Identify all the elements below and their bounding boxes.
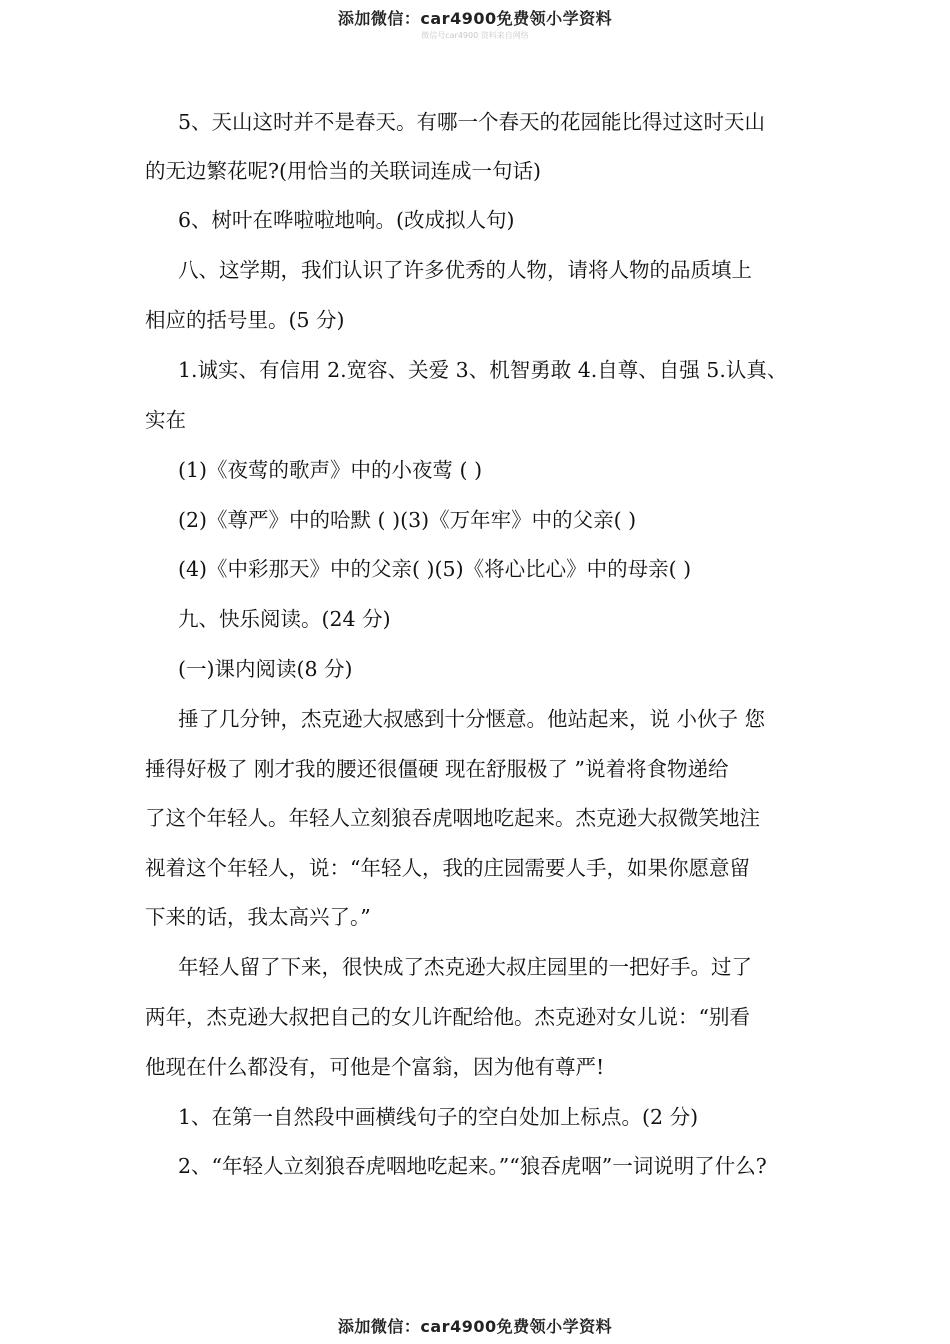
- passage-para-1-line-3: 了这个年轻人。年轻人立刻狼吞虎咽地吃起来。杰克逊大叔微笑地注: [145, 806, 760, 830]
- question-6: 6、树叶在哗啦啦地响。(改成拟人句): [178, 208, 515, 232]
- reading-question-1: 1、在第一自然段中画横线句子的空白处加上标点。(2 分): [178, 1105, 699, 1129]
- passage-para-1-line-4: 视着这个年轻人，说：“年轻人，我的庄园需要人手，如果你愿意留: [145, 856, 750, 880]
- question-5-line-1: 5、天山这时并不是春天。有哪一个春天的花园能比得过这时天山: [178, 110, 766, 134]
- watermark-bottom: 添加微信：car4900免费领小学资料: [337, 1317, 613, 1336]
- question-5-line-2: 的无边繁花呢?(用恰当的关联词连成一句话): [145, 159, 541, 183]
- match-item-1: (1)《夜莺的歌声》中的小夜莺 ( ): [178, 458, 483, 482]
- match-items-4-5: (4)《中彩那天》中的父亲( )(5)《将心比心》中的母亲( ): [178, 557, 692, 581]
- qualities-list-line-2: 实在: [145, 408, 186, 432]
- passage-para-1-line-5: 下来的话，我太高兴了。”: [145, 905, 371, 929]
- section-9-heading: 九、快乐阅读。(24 分): [178, 607, 391, 631]
- passage-para-2-line-3: 他现在什么都没有，可他是个富翁，因为他有尊严!: [145, 1055, 605, 1079]
- reading-part-1-heading: (一)课内阅读(8 分): [178, 657, 353, 681]
- section-8-heading-line-2: 相应的括号里。(5 分): [145, 308, 345, 332]
- passage-para-2-line-2: 两年，杰克逊大叔把自己的女儿许配给他。杰克逊对女儿说：“别看: [145, 1005, 750, 1029]
- passage-para-2-line-1: 年轻人留了下来，很快成了杰克逊大叔庄园里的一把好手。过了: [178, 955, 752, 979]
- qualities-list-line-1: 1.诚实、有信用 2.宽容、关爱 3、机智勇敢 4.自尊、自强 5.认真、: [178, 358, 788, 382]
- passage-para-1-line-1: 捶了几分钟，杰克逊大叔感到十分惬意。他站起来，说 小伙子 您: [178, 707, 766, 731]
- watermark-top: 添加微信：car4900免费领小学资料: [337, 9, 613, 28]
- match-items-2-3: (2)《尊严》中的哈默 ( )(3)《万年牢》中的父亲( ): [178, 508, 637, 532]
- section-8-heading-line-1: 八、这学期，我们认识了许多优秀的人物，请将人物的品质填上: [178, 258, 752, 282]
- reading-question-2: 2、“年轻人立刻狼吞虎咽地吃起来。”“狼吞虎咽”一词说明了什么?: [178, 1154, 767, 1178]
- watermark-faint: 微信号car4900 资料来自网络: [421, 31, 529, 40]
- passage-para-1-line-2: 捶得好极了 刚才我的腰还很僵硬 现在舒服极了 ”说着将食物递给: [145, 757, 729, 781]
